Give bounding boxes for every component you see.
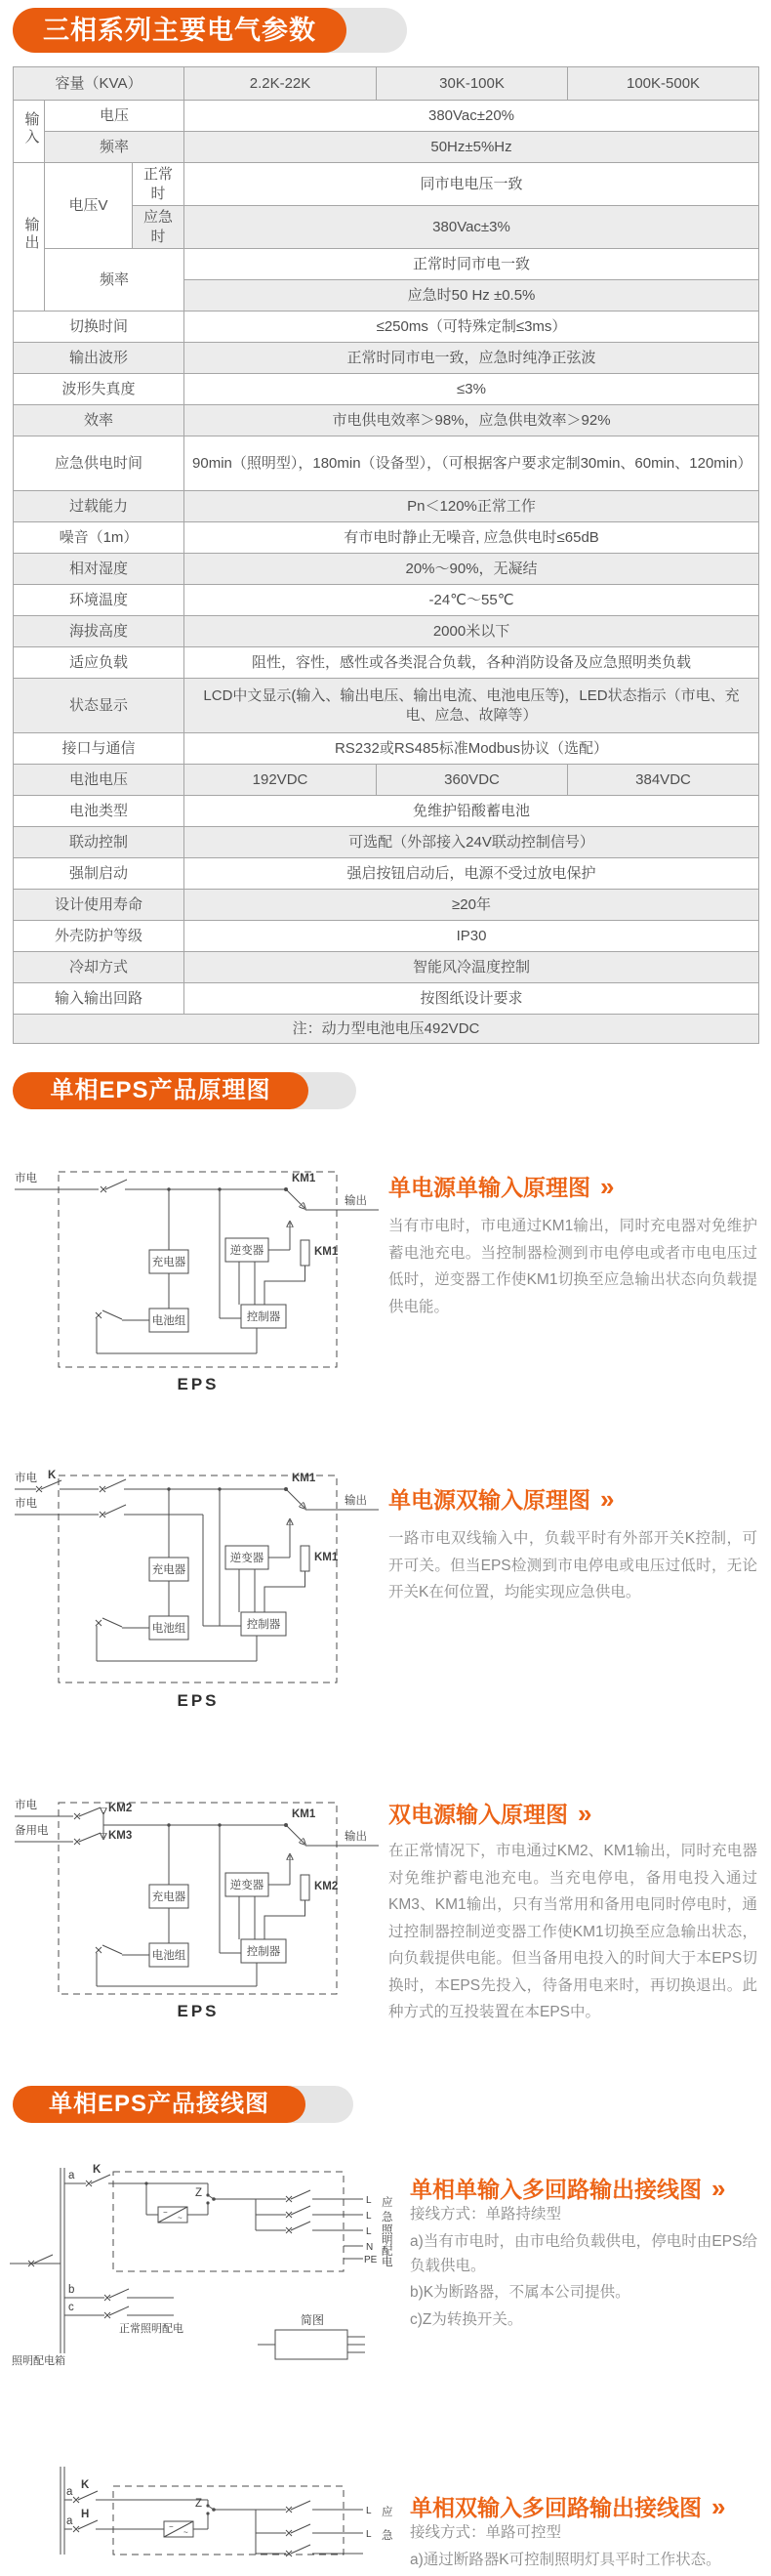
sketch-label: 简图: [300, 2313, 325, 2327]
diagram-single-source-dual-input: [13, 1470, 379, 1722]
cell: [184, 280, 759, 312]
table-row: [14, 952, 759, 983]
km2-switch-label: KM2: [108, 1803, 133, 1814]
table-row: [14, 796, 759, 827]
cell: [184, 312, 759, 343]
section-header-principle-diagrams: [13, 1072, 308, 1109]
vert-char: 急: [382, 2530, 393, 2542]
section-b-title: [388, 1482, 612, 1515]
terminal-l2: L: [366, 2529, 372, 2540]
chevron-right-icon: »: [711, 2174, 724, 2203]
cell: [184, 522, 759, 554]
cell: [184, 952, 759, 983]
cell-text: 容量（KVA）: [55, 74, 142, 92]
section-c-title: [388, 1797, 589, 1829]
label-cell: [45, 132, 184, 163]
table-row: [14, 67, 759, 101]
terminal-n: N: [366, 2242, 374, 2253]
km2-coil-label: KM2: [314, 1881, 339, 1892]
controller-box-label: 控制器: [246, 1946, 281, 1958]
table-row: [14, 554, 759, 585]
cell-text: 380Vac±20%: [428, 106, 515, 124]
label-cell: [14, 554, 184, 585]
cell-text: 384VDC: [635, 770, 691, 788]
chevron-right-icon: »: [578, 1799, 590, 1828]
table-row: [14, 249, 759, 280]
label-cell: [14, 647, 184, 679]
cell-text: 阻性，容性，感性或各类混合负载，各种消防设备及应急照明类负载: [252, 653, 692, 671]
body-line: 接线方式：单路可控型: [410, 2524, 562, 2541]
cell-text: 正常时: [143, 166, 174, 202]
header-text: 三相系列主要电气参数: [43, 16, 316, 45]
backup-label: 备用电: [15, 1825, 49, 1837]
label-cell: [14, 491, 184, 522]
cell-text: 环境温度: [69, 591, 129, 608]
cell-text: 输出波形: [69, 349, 129, 366]
z-transfer-switch-label: Z: [194, 2498, 202, 2510]
cell-text: 30K-100K: [439, 74, 505, 92]
title-text: 双电源输入原理图: [388, 1802, 568, 1827]
label-cell: [14, 312, 184, 343]
terminal-l1: L: [366, 2506, 372, 2516]
cell-text: 波形失真度: [61, 380, 136, 397]
label-cell: [45, 101, 184, 132]
cell: [184, 491, 759, 522]
header-text: 单相EPS产品原理图: [50, 1077, 271, 1103]
diagram-single-source-single-input: [13, 1162, 379, 1401]
label-cell: [14, 436, 184, 491]
cell: [184, 983, 759, 1015]
section-c-body: 在正常情况下，市电通过KM2、KM1输出，同时充电器对免维护蓄电池充电。当充电停电，备用电投入通过KM3、KM1输出，只有当常用和备用电同时停电时，通过控制器控制逆变器工作使KM1切换至应急输出状态，向负载提供电能。但当备用电投入的时间大于本EPS切换时，本EPS先投入，待备用电来时，再切换退出。此种方式的互投装置在本EPS中。: [388, 1843, 757, 2021]
vert-char: 明: [382, 2235, 393, 2247]
cell-text: 90min（照明型），180min（设备型），（可根据客户要求定制30min、60min、120min）: [192, 454, 752, 472]
controller-box-label: 控制器: [246, 1619, 281, 1631]
section-a-body: 当有市电时，市电通过KM1输出，同时充电器对免维护蓄电池充电。当控制器检测到市电停电或者市电电压过低时，逆变器工作使KM1切换至应急输出状态向负载提供电能。: [388, 1218, 757, 1315]
cell-text: 360VDC: [444, 770, 500, 788]
cell-text: 100K-500K: [626, 74, 701, 92]
z-transfer-switch-label: Z: [194, 2187, 202, 2199]
header-text: 单相EPS产品接线图: [48, 2091, 270, 2117]
cell-text: 过载能力: [69, 497, 129, 515]
label-cell: [14, 733, 184, 765]
k-switch-label: K: [48, 1470, 57, 1481]
cell: [184, 585, 759, 616]
cell-text: 电池电压: [69, 770, 129, 788]
cell-text: 联动控制: [69, 833, 129, 851]
label-cell: [45, 249, 184, 312]
label-cell: [14, 858, 184, 890]
mains-label: 市电: [15, 1473, 37, 1484]
body-line: 接线方式：单路持续型: [410, 2206, 562, 2223]
km1-coil-label: KM1: [314, 1246, 339, 1258]
inverter-dc-symbol: −: [169, 2522, 174, 2531]
label-cell: [14, 983, 184, 1015]
cell-text: 应急供电时间: [55, 454, 143, 472]
cell: [184, 858, 759, 890]
cell: [184, 374, 759, 405]
cell: [184, 101, 759, 132]
table-row: [14, 343, 759, 374]
cell-text: 192VDC: [252, 770, 308, 788]
label-cell: [14, 522, 184, 554]
vert-char: 急: [382, 2212, 393, 2223]
title-text: 单相单输入多回路输出接线图: [410, 2177, 702, 2202]
charger-box-label: 充电器: [151, 1257, 186, 1268]
km1-switch-label: KM1: [292, 1173, 316, 1184]
inverter-box-label: 逆变器: [229, 1553, 264, 1564]
cell: [184, 890, 759, 921]
cell: [184, 554, 759, 585]
mains-label: 市电: [15, 1173, 37, 1184]
cell: [184, 827, 759, 858]
line-c-label: c: [68, 2302, 74, 2313]
group-cell: [14, 163, 45, 312]
cell: [377, 67, 568, 101]
battery-box-label: 电池组: [151, 1315, 186, 1327]
label-cell: [14, 796, 184, 827]
table-row: [14, 585, 759, 616]
cell: [184, 249, 759, 280]
cell-text: 智能风冷温度控制: [413, 958, 531, 976]
cell-text: 应急时: [143, 209, 174, 245]
cell-text: Pn＜120%正常工作: [407, 497, 536, 515]
label-cell: [14, 890, 184, 921]
table-row: [14, 101, 759, 132]
battery-box-label: 电池组: [151, 1950, 186, 1962]
body-line: c)Z为转换开关。: [410, 2311, 523, 2329]
cell-text: 效率: [84, 411, 114, 429]
cell-text: RS232或RS485标准Modbus协议（选配）: [334, 739, 609, 757]
terminal-l1: L: [366, 2195, 372, 2206]
cell-text: 免维护铅酸蓄电池: [413, 802, 531, 819]
cell-text: 正常时同市电一致，应急时纯净正弦波: [346, 349, 596, 366]
eps-caption: EPS: [177, 2002, 220, 2020]
inverter-ac-symbol: ~: [183, 2528, 188, 2537]
terminal-l3: L: [366, 2226, 372, 2237]
label-cell: [45, 163, 133, 249]
label-cell: [133, 163, 184, 206]
cell-text: 380Vac±3%: [432, 218, 510, 235]
table-row: [14, 921, 759, 952]
table-row: [14, 163, 759, 206]
label-cell: [14, 616, 184, 647]
cell: [568, 765, 759, 796]
table-row: [14, 827, 759, 858]
section-e-title: [410, 2490, 723, 2522]
table-row: [14, 522, 759, 554]
cell-text: ≤250ms（可特殊定制≤3ms）: [376, 317, 567, 335]
table-row: [14, 890, 759, 921]
k-breaker-label: K: [81, 2479, 90, 2491]
vert-char: 应: [382, 2197, 393, 2209]
inverter-box-label: 逆变器: [229, 1880, 264, 1891]
cell-text: 切换时间: [69, 317, 129, 335]
cell-text: 正常时同市电一致: [413, 255, 531, 272]
eps-dashed-box: [113, 2172, 344, 2271]
cell: [184, 405, 759, 436]
cell: [184, 206, 759, 249]
emergency-lighting-vertical-label: [382, 2195, 393, 2268]
note-cell: [14, 1015, 759, 1044]
line-b-label: b: [68, 2284, 75, 2296]
cell-text: LCD中文显示(输入、输出电压、输出电流、电池电压等)，LED状态指示（市电、充电、应急、故障等）: [203, 687, 740, 724]
body-line: b)K为断路器，不属本公司提供。: [410, 2284, 630, 2302]
inverter-ac-symbol: ~: [178, 2214, 183, 2223]
cell-text: 输入输出回路: [55, 989, 143, 1007]
cell-text: 外壳防护等级: [55, 927, 143, 944]
table-row: [14, 405, 759, 436]
cell-text: 可选配（外部接入24V联动控制信号）: [348, 833, 594, 851]
table-row: [14, 132, 759, 163]
label-cell: [14, 827, 184, 858]
table-row: [14, 765, 759, 796]
cell-text: ≤3%: [457, 380, 486, 397]
table-row: [14, 733, 759, 765]
cell-text: 相对湿度: [69, 560, 129, 577]
normal-lighting-label: 正常照明配电: [119, 2323, 183, 2335]
group-cell: [14, 101, 45, 163]
cell: [184, 343, 759, 374]
cell: [377, 765, 568, 796]
cell: [184, 921, 759, 952]
vert-char: 应: [382, 2507, 393, 2518]
cell: [184, 796, 759, 827]
chevron-right-icon: »: [600, 1172, 613, 1201]
sketch-box: [275, 2330, 347, 2359]
table-row: [14, 983, 759, 1015]
cell-text: 20%～90%，无凝结: [405, 560, 538, 577]
label-cell: [14, 405, 184, 436]
output-label: 输出: [345, 1495, 367, 1507]
diagram-dual-input-multi-loop: [10, 2461, 400, 2555]
cell-text: 按图纸设计要求: [420, 989, 523, 1007]
eps-dashed-box: [59, 1172, 337, 1367]
cell-text: 适应负载: [69, 653, 129, 671]
cell: [184, 616, 759, 647]
table-row: [14, 374, 759, 405]
cell-text: 频率: [100, 138, 130, 155]
cell: [184, 679, 759, 733]
terminal-l2: L: [366, 2211, 372, 2222]
cell-text: 2.2K-22K: [249, 74, 311, 92]
cell-text: -24℃～55℃: [428, 591, 514, 608]
cell-text: 强制启动: [69, 864, 129, 882]
spec-table: [13, 66, 759, 1044]
body-line: a)通过断路器K可控制照明灯具平时工作状态。: [410, 2551, 721, 2568]
eps-dashed-box: [59, 1475, 337, 1683]
table-row: [14, 616, 759, 647]
cell: [184, 132, 759, 163]
cell-text: 注：动力型电池电压492VDC: [292, 1019, 480, 1037]
km3-switch-label: KM3: [108, 1830, 133, 1842]
km1-switch-label: KM1: [292, 1473, 316, 1484]
cell-text: 冷却方式: [69, 958, 129, 976]
cell-text: 频率: [100, 270, 130, 288]
cell-text: 50Hz±5%Hz: [430, 138, 512, 155]
section-b-body: 一路市电双线输入中，负载平时有外部开关K控制，可开可关。但当EPS检测到市电停电或电压过低时，无论开关K在何位置，均能实现应急供电。: [388, 1530, 757, 1601]
label-cell: [14, 374, 184, 405]
cell-text: 2000米以下: [432, 622, 510, 640]
label-cell: [14, 67, 184, 101]
cell: [184, 733, 759, 765]
cell: [184, 647, 759, 679]
km1-switch-label: KM1: [292, 1808, 316, 1820]
cell-text: 接口与通信: [61, 739, 136, 757]
cell-text: ≥20年: [452, 895, 491, 913]
cell: [184, 765, 377, 796]
charger-box-label: 充电器: [151, 1564, 186, 1576]
terminal-pe: PE: [364, 2255, 378, 2265]
eps-caption: EPS: [177, 1375, 220, 1393]
eps-caption: EPS: [177, 1691, 220, 1710]
cell-text: 市电供电效率＞98%，应急供电效率＞92%: [332, 411, 611, 429]
chevron-right-icon: »: [711, 2492, 724, 2521]
label-cell: [14, 679, 184, 733]
diagram-single-input-multi-loop: [10, 2166, 400, 2367]
section-a-title: [388, 1170, 612, 1202]
cell: [184, 67, 377, 101]
title-text: 单电源单输入原理图: [388, 1175, 590, 1200]
cell: [184, 436, 759, 491]
label-cell: [14, 585, 184, 616]
vert-char: 照: [382, 2224, 393, 2236]
title-text: 单电源双输入原理图: [388, 1487, 590, 1513]
charger-box-label: 充电器: [151, 1891, 186, 1903]
line-a-label: a: [68, 2170, 75, 2181]
cell-text: 电压V: [68, 196, 108, 214]
output-label: 输出: [345, 1831, 367, 1843]
output-label: 输出: [345, 1195, 367, 1207]
line-a-label: a: [66, 2486, 73, 2498]
cell-text: 输入: [22, 110, 40, 146]
title-text: 单相双输入多回路输出接线图: [410, 2495, 702, 2520]
cell-text: 输出: [22, 216, 40, 252]
cell: [184, 163, 759, 206]
cell-text: 应急时50 Hz ±0.5%: [407, 286, 536, 304]
table-row: [14, 679, 759, 733]
cell-text: 海拔高度: [69, 622, 129, 640]
cell-text: IP30: [456, 927, 487, 944]
label-cell: [14, 921, 184, 952]
k-breaker-label: K: [93, 2164, 101, 2176]
mains-label: 市电: [15, 1498, 37, 1510]
body-line: a)当有市电时，由市电给负载供电，停电时由EPS给负载供电。: [410, 2232, 757, 2274]
line-a2-label: a: [66, 2515, 73, 2527]
controller-box-label: 控制器: [246, 1311, 281, 1323]
eps-dashed-box: [113, 2486, 344, 2555]
cell-text: 有市电时静止无噪音, 应急供电时≤65dB: [344, 528, 599, 546]
mains-label: 市电: [15, 1800, 37, 1811]
label-cell: [133, 206, 184, 249]
section-e-body: [410, 2521, 761, 2576]
section-header-electrical-params: [13, 8, 346, 53]
cell-text: 电池类型: [69, 802, 129, 819]
inverter-dc-symbol: −: [163, 2208, 168, 2217]
label-cell: [14, 765, 184, 796]
section-d-body: [410, 2203, 757, 2336]
cell-text: 状态显示: [69, 696, 129, 714]
battery-box-label: 电池组: [151, 1623, 186, 1635]
section-d-title: [410, 2172, 723, 2204]
vert-char: 配: [382, 2246, 393, 2258]
label-cell: [14, 952, 184, 983]
cell-text: 同市电电压一致: [420, 175, 523, 192]
vert-char: 电: [382, 2257, 393, 2268]
chevron-right-icon: »: [600, 1484, 613, 1514]
cell-text: 强启按钮启动后，电源不受过放电保护: [346, 864, 596, 882]
inverter-box-label: 逆变器: [229, 1245, 264, 1257]
cell: [568, 67, 759, 101]
section-header-wiring-diagrams: [13, 2086, 305, 2123]
table-row: [14, 858, 759, 890]
label-cell: [14, 343, 184, 374]
eps-dashed-box: [59, 1803, 337, 1994]
table-row: [14, 436, 759, 491]
cell-text: 电压: [100, 106, 130, 124]
cell-text: 噪音（1m）: [59, 528, 139, 546]
table-row: [14, 1015, 759, 1044]
diagram-dual-source-input: [13, 1795, 379, 2024]
cell-text: 设计使用寿命: [55, 895, 143, 913]
table-row: [14, 491, 759, 522]
h-breaker-label: H: [81, 2509, 90, 2520]
km1-coil-label: KM1: [314, 1552, 339, 1563]
table-row: [14, 647, 759, 679]
lighting-box-label: 照明配电箱: [12, 2355, 65, 2367]
table-row: [14, 312, 759, 343]
